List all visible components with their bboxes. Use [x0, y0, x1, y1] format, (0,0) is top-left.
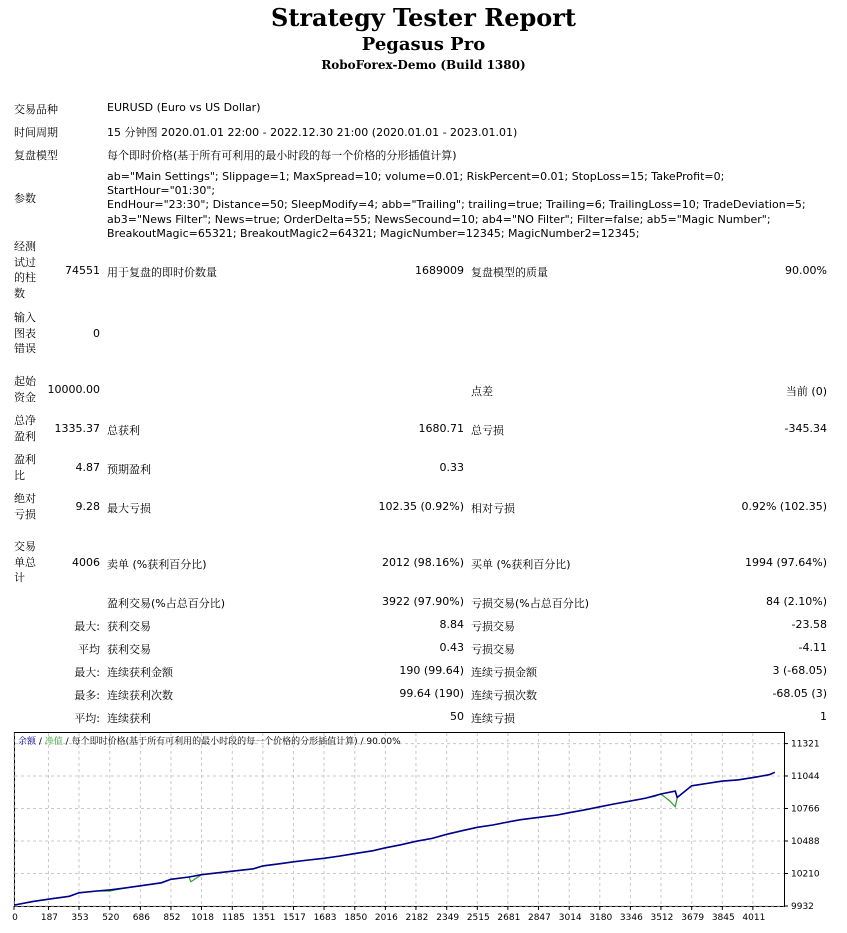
grossprofit-value: 1680.71 — [418, 422, 464, 435]
long-label: 买单 (%获利百分比) — [471, 558, 571, 571]
chart-legend — [18, 735, 401, 747]
short-label: 卖单 (%获利百分比) — [107, 558, 207, 571]
max-consec-losses-value: -68.05 (3) — [772, 687, 827, 700]
model-value: 每个即时价格(基于所有可利用的最小时段的每一个价格的分形插值计算) — [107, 149, 457, 162]
long-value: 1994 (97.64%) — [744, 556, 827, 569]
period-value: 15 分钟图 2020.01.01 22:00 - 2022.12.30 21:00 (2020.01.01 - 2023.01.01) — [107, 126, 518, 139]
x-tick-label: 852 — [163, 913, 181, 923]
avg-consec-losses-label: 连续亏损 — [471, 712, 515, 725]
absdd-label: 绝对亏损 — [14, 492, 36, 521]
trades-value: 4006 — [72, 556, 100, 569]
avg-loss-label: 亏损交易 — [471, 643, 515, 656]
params-value — [107, 170, 827, 241]
max-consec-loss-label: 连续亏损金额 — [471, 666, 537, 679]
absdd-value: 9.28 — [75, 500, 100, 513]
max-prefix: 最大: — [74, 666, 100, 679]
avg-prefix: 平均: — [74, 712, 100, 725]
most-prefix: 最多: — [74, 689, 100, 702]
y-tick-label: 9932 — [791, 902, 814, 912]
legend-sep: / — [36, 737, 45, 747]
x-tick-label: 2016 — [374, 913, 398, 923]
netprofit-label: 总净盈利 — [14, 414, 36, 443]
ticks-label: 用于复盘的即时价数量 — [107, 266, 217, 279]
x-tick-label: 1517 — [282, 913, 306, 923]
errors-value: 0 — [93, 327, 100, 340]
max-consec-profit-label: 连续获利金额 — [107, 666, 173, 679]
model-label: 复盘模型 — [14, 149, 58, 162]
y-tick-label: 10488 — [791, 836, 820, 847]
pf-value: 4.87 — [75, 461, 100, 474]
avg-win-label: 获利交易 — [107, 643, 151, 656]
ticks-value: 1689009 — [415, 264, 464, 277]
max-consec-wins-value: 99.64 (190) — [399, 687, 464, 700]
trades-label: 交易单总计 — [14, 540, 36, 584]
avg-loss-value: -4.11 — [798, 641, 827, 654]
y-tick-label: 11321 — [791, 739, 820, 750]
deposit-value: 10000.00 — [47, 383, 100, 396]
x-tick-label: 4011 — [742, 913, 766, 923]
maxdd-value: 102.35 (0.92%) — [378, 500, 464, 513]
payoff-value: 0.33 — [439, 461, 464, 474]
params-line: BreakoutMagic=65321; BreakoutMagic2=64321; MagicNumber=12345; MagicNumber2=12345; — [107, 226, 640, 240]
x-tick-label: 3512 — [650, 913, 674, 923]
symbol-label: 交易品种 — [14, 103, 58, 116]
loss-label: 亏损交易(%占总百分比) — [471, 597, 590, 610]
grossloss-label: 总亏损 — [471, 424, 504, 437]
errors-label: 输入图表错误 — [14, 311, 36, 355]
x-tick-label: 3845 — [711, 913, 735, 923]
bars-label: 经测试过的柱数 — [14, 240, 36, 300]
maxdd-label: 最大亏损 — [107, 502, 151, 515]
x-tick-label: 3180 — [589, 913, 613, 923]
legend-sep: / — [62, 737, 72, 747]
x-tick-label: 1018 — [191, 913, 214, 923]
y-tick-label: 10210 — [791, 869, 820, 880]
balance-chart — [14, 732, 836, 930]
max-consec-profit-value: 190 (99.64) — [399, 664, 464, 677]
largest-loss-value: -23.58 — [791, 618, 827, 631]
y-tick-label: 10766 — [791, 804, 820, 815]
x-tick-label: 1351 — [252, 913, 276, 923]
server-build: RoboForex-Demo (Build 1380) — [321, 58, 526, 72]
legend-balance: 余额 — [18, 737, 37, 747]
x-tick-label: 3014 — [558, 913, 582, 923]
x-tick-label: 1683 — [313, 913, 337, 923]
reldd-label: 相对亏损 — [471, 502, 515, 515]
x-tick-label: 2515 — [466, 913, 490, 923]
netprofit-value: 1335.37 — [54, 422, 100, 435]
x-tick-label: 187 — [40, 913, 59, 923]
quality-value: 90.00% — [785, 264, 827, 277]
largest-win-value: 8.84 — [439, 618, 464, 631]
grossloss-value: -345.34 — [784, 422, 827, 435]
x-tick-label: 1850 — [344, 913, 368, 923]
avg-win-value: 0.43 — [439, 641, 464, 654]
x-tick-label: 2681 — [497, 913, 521, 923]
max-prefix: 最大: — [74, 620, 100, 633]
y-axis-ticks — [784, 740, 820, 912]
x-tick-label: 0 — [12, 913, 18, 923]
max-consec-loss-value: 3 (-68.05) — [772, 664, 827, 677]
avg-prefix: 平均 — [78, 643, 100, 656]
x-tick-label: 2182 — [405, 913, 429, 923]
avg-consec-wins-value: 50 — [450, 710, 464, 723]
reldd-value: 0.92% (102.35) — [741, 500, 827, 513]
payoff-label: 预期盈利 — [107, 463, 151, 476]
win-value: 3922 (97.90%) — [381, 595, 464, 608]
pf-label: 盈利比 — [14, 453, 36, 482]
params-line: ab="Main Settings"; Slippage=1; MaxSpread=10; volume=0.01; RiskPercent=0.01; StopLoss=15; TakeProfit=0; StartHour="01:30"; — [107, 170, 725, 198]
max-consec-losses-label: 连续亏损次数 — [471, 689, 537, 702]
avg-consec-losses-value: 1 — [820, 710, 827, 723]
x-tick-label: 3346 — [619, 913, 643, 923]
bars-value: 74551 — [65, 264, 100, 277]
x-tick-label: 1185 — [221, 913, 245, 923]
params-label: 参数 — [14, 192, 36, 205]
x-tick-label: 3679 — [681, 913, 705, 923]
x-tick-label: 2847 — [527, 913, 551, 923]
params-line: EndHour="23:30"; Distance=50; SleepModify=4; abb="Trailing"; trailing=true; Trailing=6; TrailingLoss=10; TradeDeviation=5; — [107, 198, 806, 212]
spread-value: 当前 (0) — [785, 385, 827, 398]
period-label: 时间周期 — [14, 126, 58, 139]
x-axis-ticks — [12, 906, 765, 923]
loss-value: 84 (2.10%) — [765, 595, 827, 608]
quality-label: 复盘模型的质量 — [471, 266, 548, 279]
max-consec-wins-label: 连续获利次数 — [107, 689, 173, 702]
largest-win-label: 获利交易 — [107, 620, 151, 633]
report-title: Strategy Tester Report — [270, 3, 577, 32]
short-value: 2012 (98.16%) — [381, 556, 464, 569]
x-tick-label: 520 — [102, 913, 120, 923]
spread-label: 点差 — [471, 385, 493, 398]
ea-name: Pegasus Pro — [361, 34, 486, 55]
legend-equity: 净值 — [44, 737, 63, 747]
grossprofit-label: 总获利 — [107, 424, 140, 437]
legend-model: 每个即时价格(基于所有可利用的最小时段的每一个价格的分形插值计算) / 90.00% — [71, 737, 401, 747]
y-tick-label: 11044 — [791, 771, 820, 782]
largest-loss-label: 亏损交易 — [471, 620, 515, 633]
x-tick-label: 686 — [132, 913, 150, 923]
x-tick-label: 2349 — [436, 913, 460, 923]
params-line: ab3="News Filter"; News=true; OrderDelta=55; NewsSecound=10; ab4="NO Filter"; Filter=false; ab5="Magic Number"; — [107, 212, 771, 226]
deposit-label: 起始资金 — [14, 375, 36, 404]
chart-frame — [15, 733, 785, 907]
symbol-value: EURUSD (Euro vs US Dollar) — [107, 101, 261, 114]
x-tick-label: 353 — [71, 913, 89, 923]
win-label: 盈利交易(%占总百分比) — [107, 597, 226, 610]
avg-consec-wins-label: 连续获利 — [107, 712, 151, 725]
